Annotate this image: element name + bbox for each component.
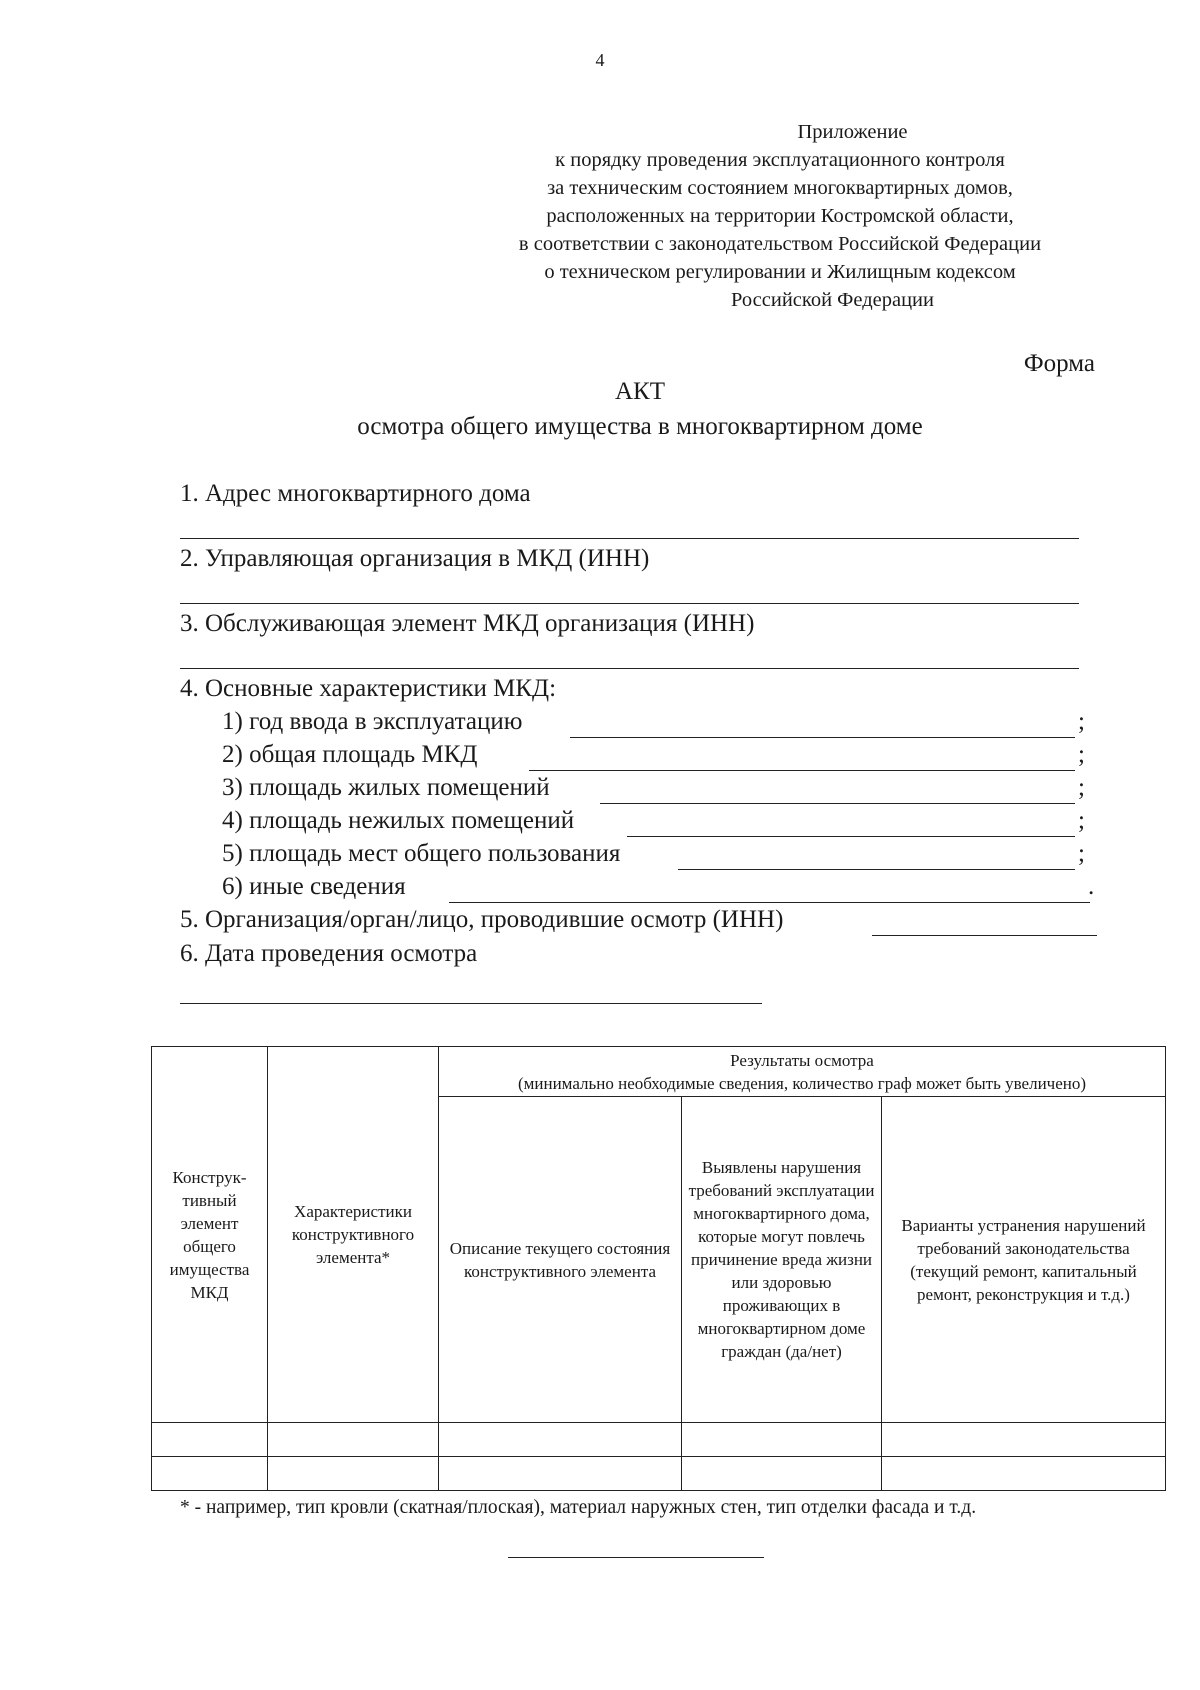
- semicolon: ;: [1078, 708, 1085, 735]
- appendix-line: расположенных на территории Костромской области,: [546, 205, 1014, 227]
- appendix-header: [420, 118, 1140, 314]
- item-date-label: 6. Дата проведения осмотра: [180, 940, 478, 967]
- address-field[interactable]: [180, 538, 1079, 539]
- header-remedies: Варианты устранения нарушений требований законодательства (текущий ремонт, капитальный ремонт, реконструкция и т.д.): [882, 1097, 1166, 1423]
- table-header-row: [152, 1047, 1166, 1097]
- item-service-label: 3. Обслуживающая элемент МКД организация (ИНН): [180, 610, 755, 637]
- header-current-state: Описание текущего состояния конструктивного элемента: [439, 1097, 682, 1423]
- table-cell[interactable]: [268, 1457, 439, 1491]
- page-number: 4: [595, 50, 605, 70]
- appendix-line: к порядку проведения эксплуатационного контроля: [555, 149, 1005, 171]
- footnote: * - например, тип кровли (скатная/плоская), материал наружных стен, тип отделки фасада и т.д.: [180, 1497, 977, 1518]
- item-inspector-label: 5. Организация/орган/лицо, проводившие осмотр (ИНН): [180, 906, 784, 933]
- item-characteristics-label: 4. Основные характеристики МКД:: [180, 675, 557, 702]
- header-violations: Выявлены нарушения требований эксплуатации многоквартирного дома, которые могут повлечь причинение вреда жизни или здоровью проживающих в многоквартирном доме граждан (да/нет): [682, 1097, 882, 1423]
- semicolon: ;: [1078, 840, 1085, 867]
- inspector-field[interactable]: [872, 935, 1097, 936]
- sub-nonliving-area-label: 4) площадь нежилых помещений: [222, 807, 575, 834]
- sub-common-area-label: 5) площадь мест общего пользования: [222, 840, 621, 867]
- living-area-field[interactable]: [600, 803, 1075, 804]
- group-title: Результаты осмотра: [730, 1050, 874, 1070]
- sub-living-area-label: 3) площадь жилых помещений: [222, 774, 550, 801]
- appendix-line: о техническом регулировании и Жилищным кодексом: [544, 261, 1016, 283]
- appendix-line: за техническим состоянием многоквартирных домов,: [547, 177, 1013, 199]
- table-cell[interactable]: [882, 1457, 1166, 1491]
- common-area-field[interactable]: [678, 869, 1075, 870]
- table-cell[interactable]: [439, 1423, 682, 1457]
- sub-other-info-label: 6) иные сведения: [222, 873, 406, 900]
- total-area-field[interactable]: [529, 770, 1075, 771]
- sub-total-area-label: 2) общая площадь МКД: [222, 741, 478, 768]
- inspection-results-table: [151, 1046, 1166, 1491]
- semicolon: ;: [1078, 774, 1085, 801]
- form-label: Форма: [1023, 350, 1095, 377]
- appendix-line: в соответствии с законодательством Российской Федерации: [518, 233, 1042, 255]
- year-field[interactable]: [570, 737, 1075, 738]
- header-inspection-results: [439, 1047, 1166, 1097]
- closing-divider: [508, 1557, 764, 1558]
- appendix-line: Приложение: [797, 121, 908, 143]
- nonliving-area-field[interactable]: [627, 836, 1075, 837]
- header-element-characteristics: Характеристики конструктивного элемента*: [268, 1047, 439, 1423]
- table-cell[interactable]: [152, 1423, 268, 1457]
- service-field[interactable]: [180, 668, 1079, 669]
- semicolon: ;: [1078, 807, 1085, 834]
- management-field[interactable]: [180, 603, 1079, 604]
- table-cell[interactable]: [152, 1457, 268, 1491]
- item-address-label: 1. Адрес многоквартирного дома: [180, 480, 531, 507]
- table-cell[interactable]: [268, 1423, 439, 1457]
- table-row: [152, 1457, 1166, 1491]
- semicolon: ;: [1078, 741, 1085, 768]
- header-structural-element: Конструк-тивный элемент общего имущества МКД: [152, 1047, 268, 1423]
- table-cell[interactable]: [682, 1423, 882, 1457]
- group-note: (минимально необходимые сведения, количество граф может быть увеличено): [517, 1073, 1087, 1093]
- document-subtitle: осмотра общего имущества в многоквартирном доме: [357, 413, 923, 440]
- item-management-label: 2. Управляющая организация в МКД (ИНН): [180, 545, 650, 572]
- date-field[interactable]: [180, 1003, 762, 1004]
- other-info-field[interactable]: [449, 902, 1090, 903]
- sub-year-label: 1) год ввода в эксплуатацию: [222, 708, 523, 735]
- document-title: АКТ: [615, 378, 665, 405]
- table-cell[interactable]: [682, 1457, 882, 1491]
- table-cell[interactable]: [882, 1423, 1166, 1457]
- table-cell[interactable]: [439, 1457, 682, 1491]
- period: .: [1088, 873, 1095, 900]
- table-row: [152, 1423, 1166, 1457]
- appendix-line: Российской Федерации: [731, 289, 934, 311]
